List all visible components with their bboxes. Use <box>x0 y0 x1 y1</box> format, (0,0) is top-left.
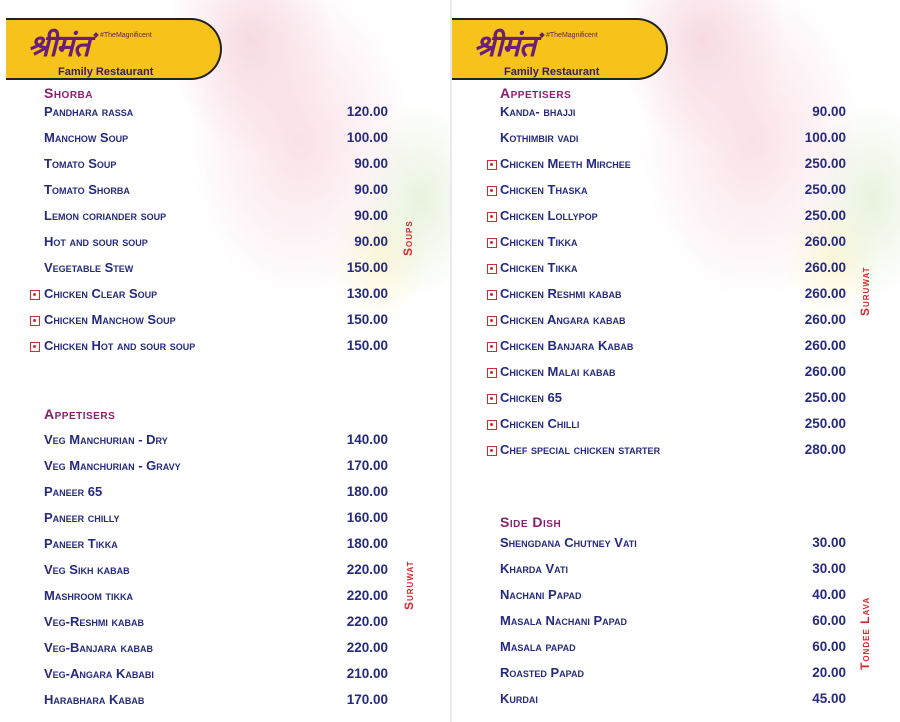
side-label-suruwat-left: Suruwat <box>402 560 416 610</box>
menu-item-price: 260.00 <box>804 260 846 275</box>
menu-item-name: Kurdai <box>500 691 538 706</box>
menu-item-name: Nachani Papad <box>500 587 582 602</box>
section-title-appetisers-left: Appetisers <box>44 406 116 422</box>
menu-item-row <box>44 692 388 712</box>
menu-item-price: 250.00 <box>804 182 846 197</box>
menu-item-name: Chicken Banjara Kabab <box>500 338 634 353</box>
menu-item-price: 260.00 <box>804 286 846 301</box>
side-label-suruwat-right: Suruwat <box>858 266 872 316</box>
menu-item-name: Veg Sikh kabab <box>44 562 130 577</box>
nonveg-marker-icon <box>487 186 497 196</box>
menu-item-name: Veg-Reshmi kabab <box>44 614 145 629</box>
menu-item-name: Chicken Manchow Soup <box>44 312 176 327</box>
menu-item-price: 60.00 <box>812 613 846 628</box>
menu-item-price: 150.00 <box>346 312 388 327</box>
menu-item-price: 260.00 <box>804 234 846 249</box>
menu-item-price: 280.00 <box>804 442 846 457</box>
menu-item-price: 90.00 <box>812 104 846 119</box>
menu-item-row <box>44 104 388 124</box>
nonveg-marker-icon <box>487 264 497 274</box>
menu-item-name: Chicken Lollypop <box>500 208 598 223</box>
menu-item-row <box>44 312 388 332</box>
menu-item-row <box>44 562 388 582</box>
menu-item-price: 45.00 <box>812 691 846 706</box>
menu-item-price: 90.00 <box>354 156 388 171</box>
menu-item-row <box>44 338 388 358</box>
menu-item-row <box>44 182 388 202</box>
diamond-icon <box>93 32 99 38</box>
menu-page-right <box>452 0 900 722</box>
menu-item-row <box>44 432 388 452</box>
menu-item-name: Chicken Tikka <box>500 260 578 275</box>
menu-item-price: 30.00 <box>812 561 846 576</box>
menu-item-name: Chicken Tikka <box>500 234 578 249</box>
logo-script-text-right: श्रीमंत <box>474 29 536 64</box>
menu-item-row <box>44 614 388 634</box>
menu-item-row <box>500 182 846 202</box>
menu-item-row <box>44 484 388 504</box>
menu-item-row <box>44 588 388 608</box>
menu-item-name: Chicken Malai kabab <box>500 364 616 379</box>
menu-item-price: 250.00 <box>804 390 846 405</box>
menu-item-row <box>44 458 388 478</box>
menu-item-row <box>500 613 846 633</box>
menu-item-name: Kothimbir vadi <box>500 130 579 145</box>
menu-item-row <box>500 416 846 436</box>
menu-item-row <box>44 510 388 530</box>
menu-item-name: Tomato Soup <box>44 156 117 171</box>
menu-item-name: Chicken 65 <box>500 390 562 405</box>
menu-item-price: 170.00 <box>346 458 388 473</box>
side-label-soups: Soups <box>401 220 415 256</box>
menu-item-name: Paneer chilly <box>44 510 120 525</box>
menu-item-name: Paneer 65 <box>44 484 103 499</box>
menu-item-row <box>44 234 388 254</box>
menu-item-row <box>500 639 846 659</box>
menu-item-name: Shengdana Chutney Vati <box>500 535 637 550</box>
menu-item-name: Masala Nachani Papad <box>500 613 627 628</box>
menu-item-price: 100.00 <box>346 130 388 145</box>
menu-item-row <box>500 260 846 280</box>
menu-item-row <box>44 208 388 228</box>
menu-item-price: 180.00 <box>346 536 388 551</box>
menu-item-price: 140.00 <box>346 432 388 447</box>
menu-item-name: Kharda Vati <box>500 561 568 576</box>
nonveg-marker-icon <box>30 342 40 352</box>
menu-item-name: Veg-Angara Kababi <box>44 666 154 681</box>
menu-item-row <box>500 312 846 332</box>
menu-item-price: 170.00 <box>346 692 388 707</box>
menu-item-price: 250.00 <box>804 208 846 223</box>
menu-item-name: Pandhara rassa <box>44 104 134 119</box>
menu-item-row <box>44 260 388 280</box>
menu-item-price: 210.00 <box>346 666 388 681</box>
menu-item-name: Mashroom tikka <box>44 588 133 603</box>
menu-item-row <box>44 156 388 176</box>
logo-tagline-text: #TheMagnificent <box>100 32 152 39</box>
menu-item-price: 30.00 <box>812 535 846 550</box>
logo-tagline-text-right: #TheMagnificent <box>546 32 598 39</box>
menu-item-price: 160.00 <box>346 510 388 525</box>
menu-item-name: Veg Manchurian - Gravy <box>44 458 181 473</box>
menu-item-row <box>500 535 846 555</box>
menu-item-price: 60.00 <box>812 639 846 654</box>
menu-item-row <box>500 104 846 124</box>
menu-item-name: Chicken Meeth Mirchee <box>500 156 631 171</box>
menu-item-row <box>500 130 846 150</box>
menu-item-name: Chicken Clear Soup <box>44 286 158 301</box>
menu-item-row <box>500 665 846 685</box>
section-title-side-dish: Side Dish <box>500 514 562 530</box>
side-label-tondee-lava: Tondee Lava <box>858 596 872 670</box>
logo-tagline-right <box>540 32 598 39</box>
nonveg-marker-icon <box>487 238 497 248</box>
menu-item-name: Chef special chicken starter <box>500 442 661 457</box>
section-title-appetisers-right: Appetisers <box>500 85 572 101</box>
menu-item-row <box>500 691 846 711</box>
logo-subtitle-right: Family Restaurant <box>504 66 600 78</box>
menu-item-row <box>44 536 388 556</box>
menu-item-name: Masala papad <box>500 639 576 654</box>
nonveg-marker-icon <box>487 394 497 404</box>
nonveg-marker-icon <box>487 160 497 170</box>
menu-item-name: Chicken Chilli <box>500 416 580 431</box>
logo-script-text: श्रीमंत <box>28 29 90 64</box>
menu-item-name: Hot and sour soup <box>44 234 148 249</box>
menu-item-row <box>44 130 388 150</box>
menu-item-name: Chicken Reshmi kabab <box>500 286 622 301</box>
menu-item-name: Veg Manchurian - Dry <box>44 432 168 447</box>
restaurant-logo-right <box>452 18 668 80</box>
menu-item-price: 220.00 <box>346 588 388 603</box>
menu-item-price: 130.00 <box>346 286 388 301</box>
menu-item-name: Chicken Hot and sour soup <box>44 338 196 353</box>
menu-item-row <box>500 390 846 410</box>
menu-item-name: Manchow Soup <box>44 130 129 145</box>
menu-item-price: 20.00 <box>812 665 846 680</box>
menu-item-price: 260.00 <box>804 364 846 379</box>
logo-tagline <box>94 32 152 39</box>
menu-item-price: 150.00 <box>346 338 388 353</box>
menu-item-name: Tomato Shorba <box>44 182 130 197</box>
menu-item-price: 180.00 <box>346 484 388 499</box>
diamond-icon <box>539 32 545 38</box>
menu-item-price: 220.00 <box>346 640 388 655</box>
logo-subtitle: Family Restaurant <box>58 66 154 78</box>
menu-item-row <box>500 286 846 306</box>
menu-item-row <box>500 561 846 581</box>
restaurant-logo <box>6 18 222 80</box>
menu-item-row <box>500 587 846 607</box>
menu-item-name: Chicken Angara kabab <box>500 312 626 327</box>
menu-item-row <box>500 364 846 384</box>
nonveg-marker-icon <box>30 290 40 300</box>
menu-item-name: Roasted Papad <box>500 665 585 680</box>
menu-item-name: Veg-Banjara kabab <box>44 640 154 655</box>
menu-item-price: 260.00 <box>804 312 846 327</box>
nonveg-marker-icon <box>487 446 497 456</box>
menu-item-row <box>500 156 846 176</box>
nonveg-marker-icon <box>487 342 497 352</box>
menu-item-row <box>44 286 388 306</box>
nonveg-marker-icon <box>487 420 497 430</box>
menu-item-row <box>500 338 846 358</box>
menu-item-row <box>44 640 388 660</box>
menu-item-name: Harabhara Kabab <box>44 692 145 707</box>
menu-item-name: Paneer Tikka <box>44 536 118 551</box>
menu-item-row <box>500 208 846 228</box>
menu-item-price: 220.00 <box>346 562 388 577</box>
section-title-shorba: Shorba <box>44 85 94 101</box>
menu-item-name: Kanda- bhajji <box>500 104 576 119</box>
nonveg-marker-icon <box>487 368 497 378</box>
menu-item-name: Lemon coriander soup <box>44 208 167 223</box>
menu-item-name: Chicken Thaska <box>500 182 588 197</box>
menu-item-price: 90.00 <box>354 182 388 197</box>
menu-item-price: 260.00 <box>804 338 846 353</box>
menu-item-name: Vegetable Stew <box>44 260 134 275</box>
menu-item-price: 250.00 <box>804 416 846 431</box>
menu-item-price: 100.00 <box>804 130 846 145</box>
menu-item-price: 220.00 <box>346 614 388 629</box>
menu-item-price: 250.00 <box>804 156 846 171</box>
nonveg-marker-icon <box>487 316 497 326</box>
nonveg-marker-icon <box>487 212 497 222</box>
menu-item-row <box>44 666 388 686</box>
menu-item-price: 150.00 <box>346 260 388 275</box>
menu-item-price: 90.00 <box>354 208 388 223</box>
menu-item-row <box>500 442 846 462</box>
menu-item-price: 90.00 <box>354 234 388 249</box>
menu-item-price: 120.00 <box>346 104 388 119</box>
menu-item-row <box>500 234 846 254</box>
menu-item-price: 40.00 <box>812 587 846 602</box>
nonveg-marker-icon <box>487 290 497 300</box>
nonveg-marker-icon <box>30 316 40 326</box>
